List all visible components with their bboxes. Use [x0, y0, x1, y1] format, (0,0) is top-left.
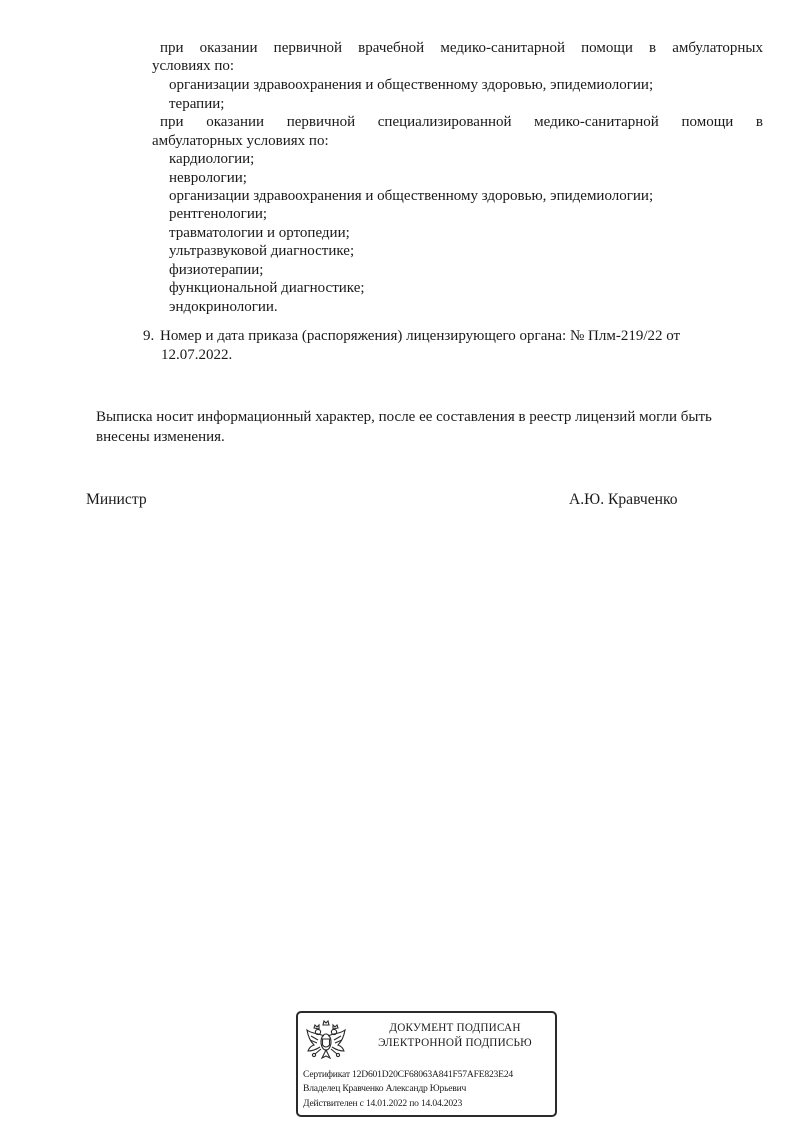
stamp-certificate: Сертификат 12D601D20CF68063A841F57AFE823E24: [303, 1069, 514, 1080]
primary-care-intro: при оказании первичной врачебной медико-санитарной помощи в амбулаторных: [160, 40, 763, 56]
coat-of-arms-icon: [304, 1018, 348, 1070]
primary-care-intro-cont: условиях по:: [152, 58, 235, 74]
primary-care-item: терапии;: [169, 96, 225, 112]
item9-number: 9.: [143, 328, 155, 344]
stamp-title-line: ЭЛЕКТРОННОЙ ПОДПИСЬЮ: [378, 1037, 532, 1049]
specialized-care-item: неврологии;: [169, 170, 247, 186]
specialized-care-item: организации здравоохранения и общественному здоровью, эпидемиологии;: [169, 188, 654, 204]
specialized-care-item: функциональной диагностике;: [169, 280, 365, 296]
specialized-care-item: физиотерапии;: [169, 262, 264, 278]
specialized-care-intro: при оказании первичной специализированной медико-санитарной помощи в: [160, 114, 763, 130]
primary-care-item: организации здравоохранения и общественному здоровью, эпидемиологии;: [169, 77, 654, 93]
specialized-care-intro-cont: амбулаторных условиях по:: [152, 133, 329, 149]
specialized-care-item: кардиологии;: [169, 151, 255, 167]
stamp-owner: Владелец Кравченко Александр Юрьевич: [303, 1083, 467, 1094]
notice-line: внесены изменения.: [96, 429, 225, 445]
stamp-validity: Действителен с 14.01.2022 по 14.04.2023: [303, 1098, 463, 1109]
specialized-care-item: травматологии и ортопедии;: [169, 225, 350, 241]
item9-text: Номер и дата приказа (распоряжения) лицензирующего органа: № Плм-219/22 от: [160, 328, 681, 344]
specialized-care-item: эндокринологии.: [169, 299, 278, 315]
item9-date: 12.07.2022.: [161, 347, 233, 363]
specialized-care-item: рентгенологии;: [169, 206, 268, 222]
stamp-title-line: ДОКУМЕНТ ПОДПИСАН: [389, 1022, 521, 1034]
electronic-signature-stamp: [296, 1011, 557, 1117]
signatory-name: А.Ю. Кравченко: [569, 491, 678, 508]
notice-line: Выписка носит информационный характер, после ее составления в реестр лицензий могли быть: [96, 409, 712, 425]
stamp-title: [360, 1021, 550, 1051]
specialized-care-item: ультразвуковой диагностике;: [169, 243, 355, 259]
signatory-position: Министр: [86, 491, 147, 508]
